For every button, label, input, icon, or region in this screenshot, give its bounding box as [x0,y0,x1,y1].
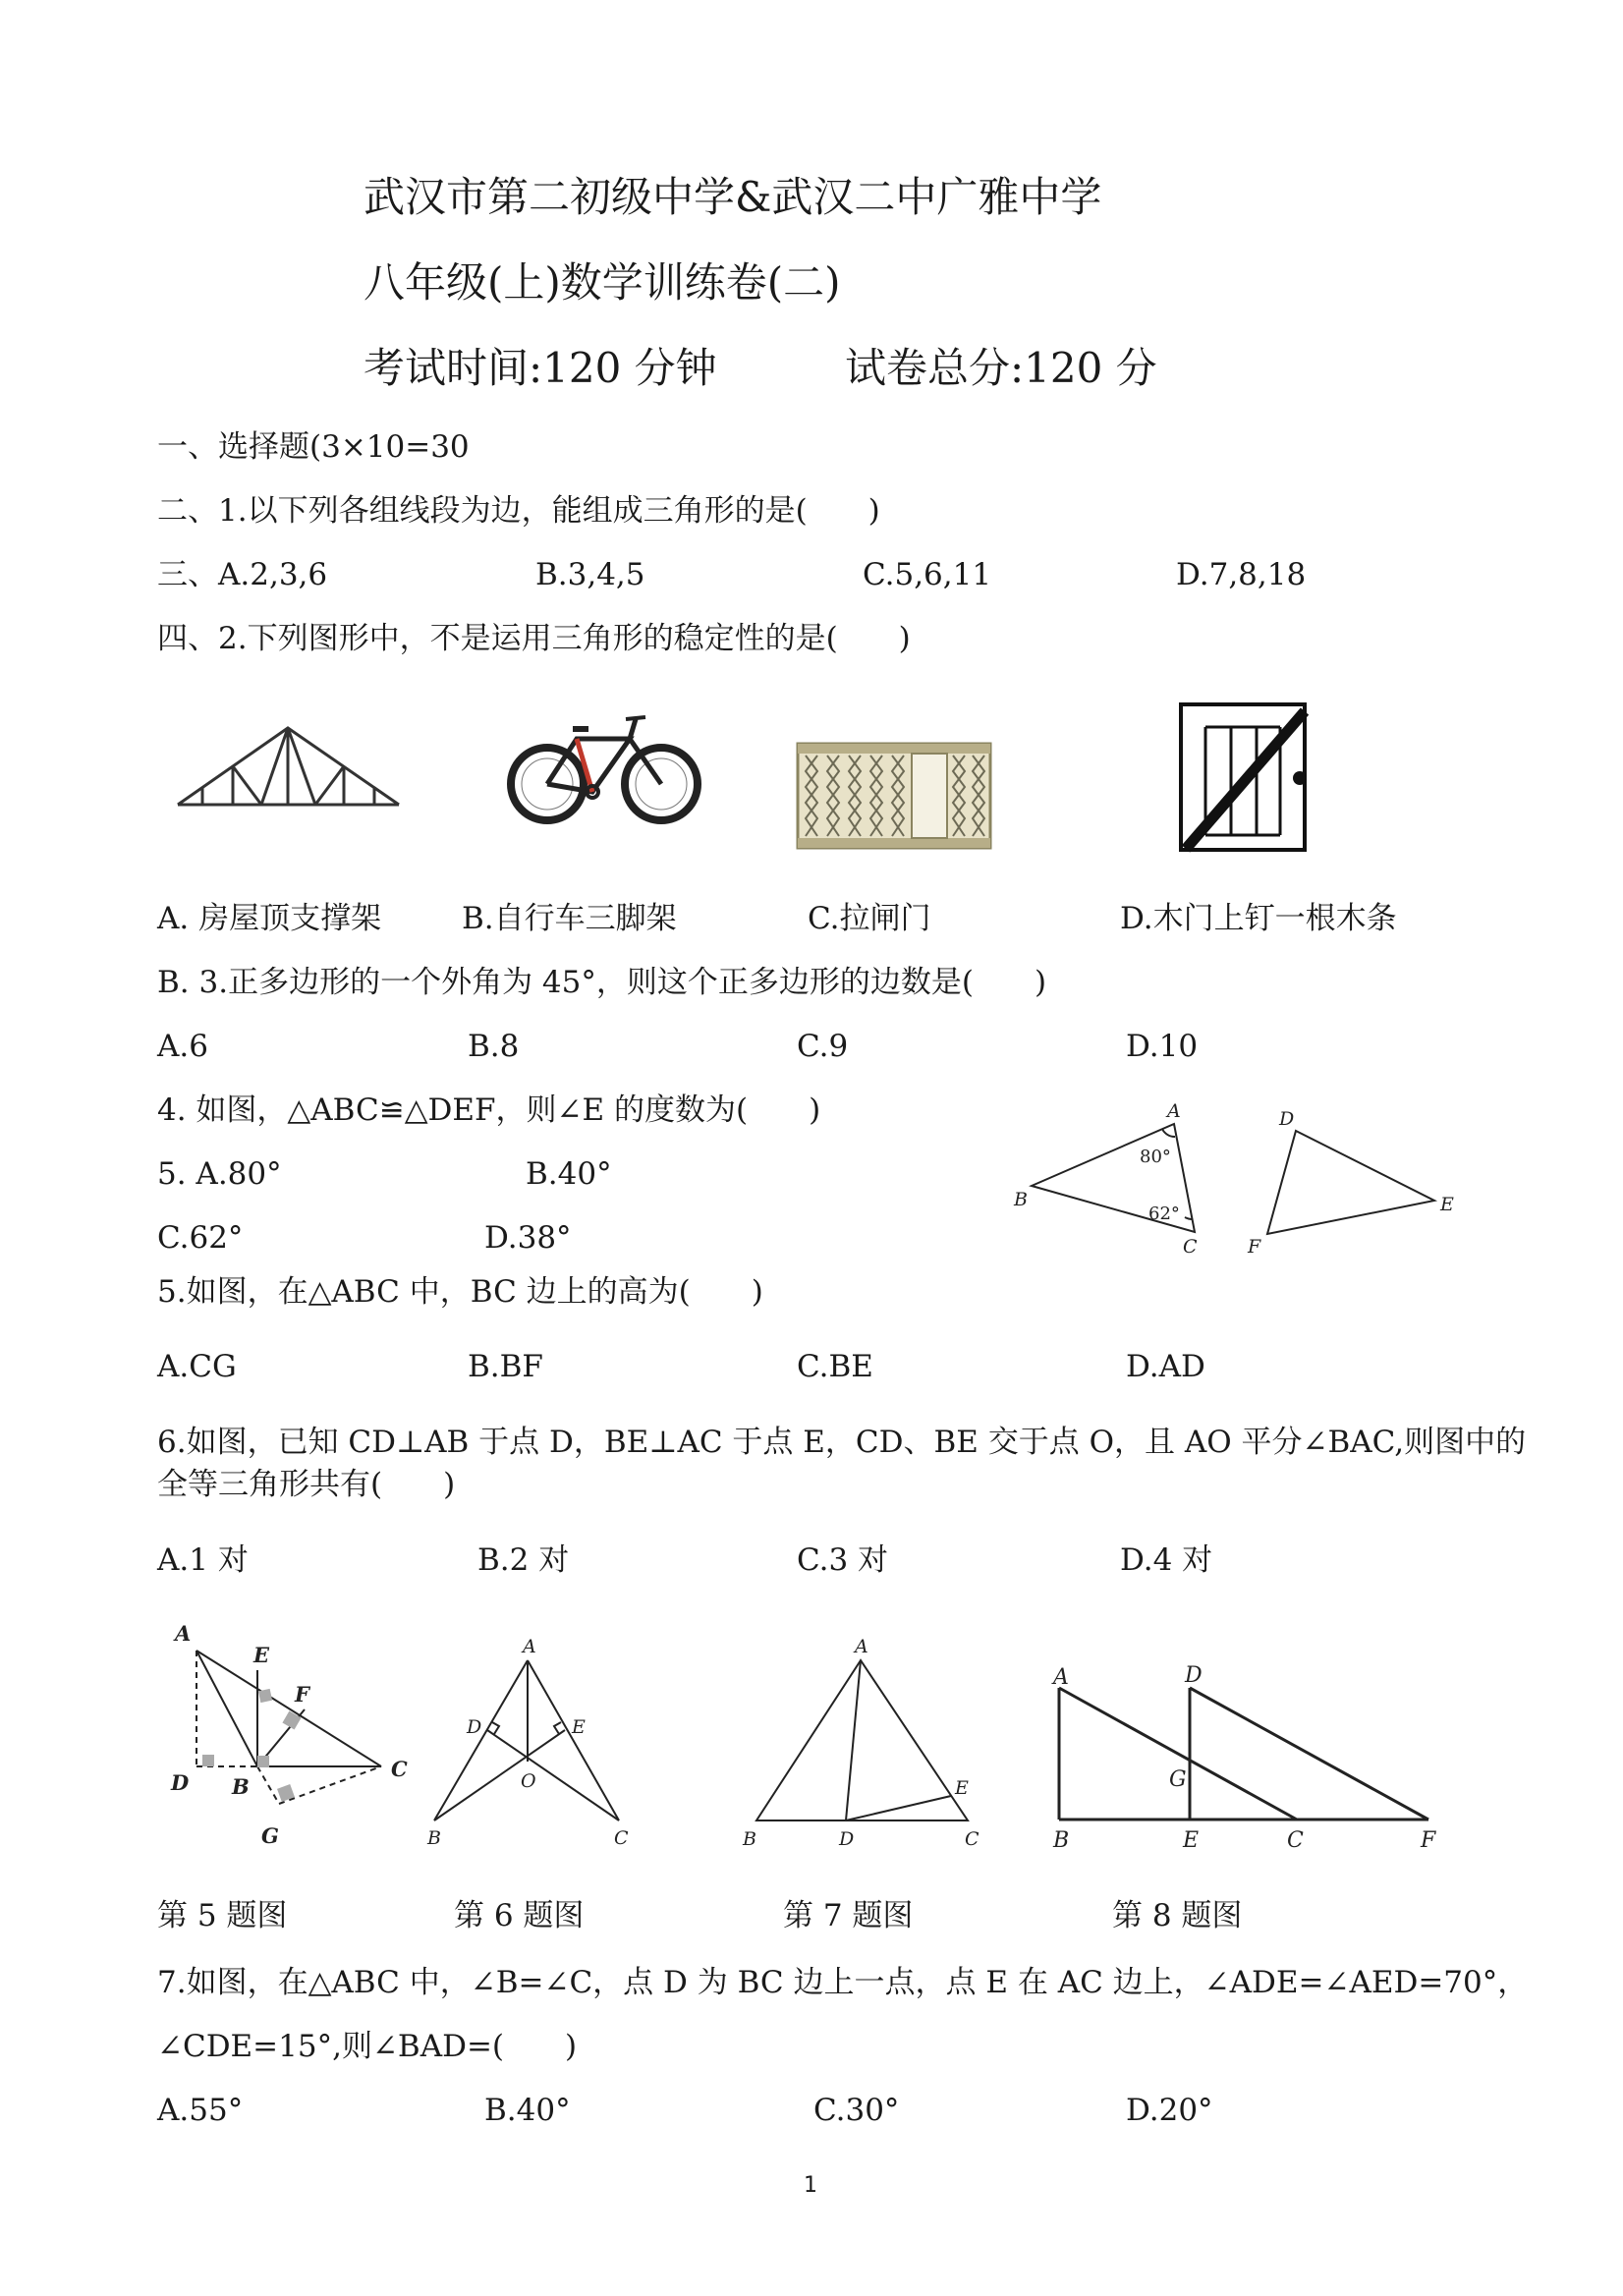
fig8-label-c: C [1287,1828,1304,1853]
figure-5 [157,1611,422,1857]
fig8-label-b: B [1053,1828,1070,1853]
fig7-label-d: D [839,1828,855,1850]
q6-option-b: B.2 对 [477,1542,570,1578]
folding-gate-image [796,742,992,850]
q3-option-b: B.8 [468,1029,520,1064]
q5-option-d: D.AD [1126,1349,1205,1384]
exam-time: 考试时间:120 分钟 [364,344,717,392]
q1-option-b: B.3,4,5 [535,557,645,592]
q7-option-d: D.20° [1126,2093,1213,2128]
fig8-label-f: F [1421,1828,1436,1853]
q4-option-a: 5. A.80° [157,1156,282,1192]
exam-score: 试卷总分:120 分 [845,344,1157,392]
q4-label-c: C [1183,1236,1198,1258]
fig8-label-e: E [1183,1828,1200,1853]
q4-label-d: D [1279,1108,1295,1130]
fig8-label-d: D [1185,1663,1203,1688]
q2-stem: 四、2.下列图形中，不是运用三角形的稳定性的是( ) [157,621,911,656]
section-heading: 一、选择题(3×10=30 [157,429,470,465]
fig6-label-d: D [467,1716,482,1738]
q4-label-e: E [1440,1194,1454,1215]
q5-option-b: B.BF [468,1349,543,1384]
roof-truss-image [173,722,404,811]
q3-stem: B. 3.正多边形的一个外角为 45°，则这个正多边形的边数是( ) [157,965,1047,1000]
caption-fig5: 第 5 题图 [157,1898,288,1933]
fig7-label-e: E [955,1777,969,1799]
title-school: 武汉市第二初级中学&武汉二中广雅中学 [364,173,1102,221]
q1-option-c: C.5,6,11 [863,557,992,592]
q2-option-c: C.拉闸门 [808,901,931,936]
q6-option-a: A.1 对 [157,1542,249,1578]
fig6-label-b: B [427,1827,441,1849]
q3-option-d: D.10 [1126,1029,1199,1064]
q3-option-c: C.9 [797,1029,849,1064]
fig6-label-e: E [572,1716,586,1738]
q4-option-d: D.38° [484,1220,572,1256]
fig5-label-e: E [253,1643,270,1667]
q4-angle-a: 80° [1140,1147,1171,1167]
fig8-label-g: G [1169,1767,1187,1792]
q4-label-f: F [1248,1236,1261,1258]
bicycle-image [506,707,702,825]
q1-option-d: D.7,8,18 [1176,557,1307,592]
q3-option-a: A.6 [157,1029,208,1064]
title-exam: 八年级(上)数学训练卷(二) [364,258,841,307]
q4-option-b: B.40° [526,1156,612,1192]
q6-option-d: D.4 对 [1120,1542,1213,1578]
q7-stem-line2: ∠CDE=15°,则∠BAD=( ) [157,2029,578,2064]
fig5-label-a: A [175,1621,192,1646]
q6-stem-line2: 全等三角形共有( ) [157,1467,456,1502]
q7-option-b: B.40° [484,2093,571,2128]
q1-option-a: 三、A.2,3,6 [157,557,328,592]
q2-option-b: B.自行车三脚架 [462,901,677,936]
figure-7 [737,1631,1002,1852]
q5-option-c: C.BE [797,1349,873,1384]
q5-stem: 5.如图，在△ABC 中，BC 边上的高为( ) [157,1274,763,1310]
q6-option-c: C.3 对 [797,1542,889,1578]
q7-option-c: C.30° [813,2093,900,2128]
q4-angle-c: 62° [1148,1204,1180,1224]
fig8-label-a: A [1053,1665,1069,1690]
fig5-label-b: B [232,1774,250,1799]
fig6-label-o: O [521,1770,536,1792]
fig5-label-f: F [295,1682,309,1707]
q4-stem: 4. 如图，△ABC≌△DEF，则∠E 的度数为( ) [157,1092,821,1128]
q4-label-a: A [1167,1100,1181,1122]
fig5-label-c: C [391,1757,408,1781]
wooden-door-image [1174,700,1316,857]
q1-stem: 二、1.以下列各组线段为边，能组成三角形的是( ) [157,493,880,529]
q7-option-a: A.55° [157,2093,244,2128]
q4-label-b: B [1014,1189,1028,1210]
fig5-label-d: D [171,1770,190,1795]
fig7-label-b: B [743,1828,756,1850]
page-number: 1 [804,2173,817,2198]
figure-8 [1041,1651,1454,1857]
q7-stem-line1: 7.如图，在△ABC 中，∠B=∠C，点 D 为 BC 边上一点，点 E 在 AC 边上，∠ADE=∠AED=70°， [157,1965,1529,2000]
fig5-label-g: G [261,1823,279,1848]
caption-fig6: 第 6 题图 [454,1898,585,1933]
q5-option-a: A.CG [157,1349,237,1384]
q2-option-a: A. 房屋顶支撑架 [157,901,382,936]
fig6-label-a: A [523,1636,536,1657]
q4-triangles-figure [1002,1095,1474,1262]
fig7-label-c: C [965,1828,979,1850]
caption-fig7: 第 7 题图 [783,1898,914,1933]
q2-option-d: D.木门上钉一根木条 [1120,901,1397,936]
caption-fig8: 第 8 题图 [1112,1898,1243,1933]
fig7-label-a: A [855,1636,868,1657]
q4-option-c: C.62° [157,1220,244,1256]
figure-6 [418,1631,663,1852]
fig6-label-c: C [614,1827,629,1849]
q6-stem-line1: 6.如图，已知 CD⊥AB 于点 D，BE⊥AC 于点 E，CD、BE 交于点 O，且 AO 平分∠BAC,则图中的 [157,1425,1527,1460]
